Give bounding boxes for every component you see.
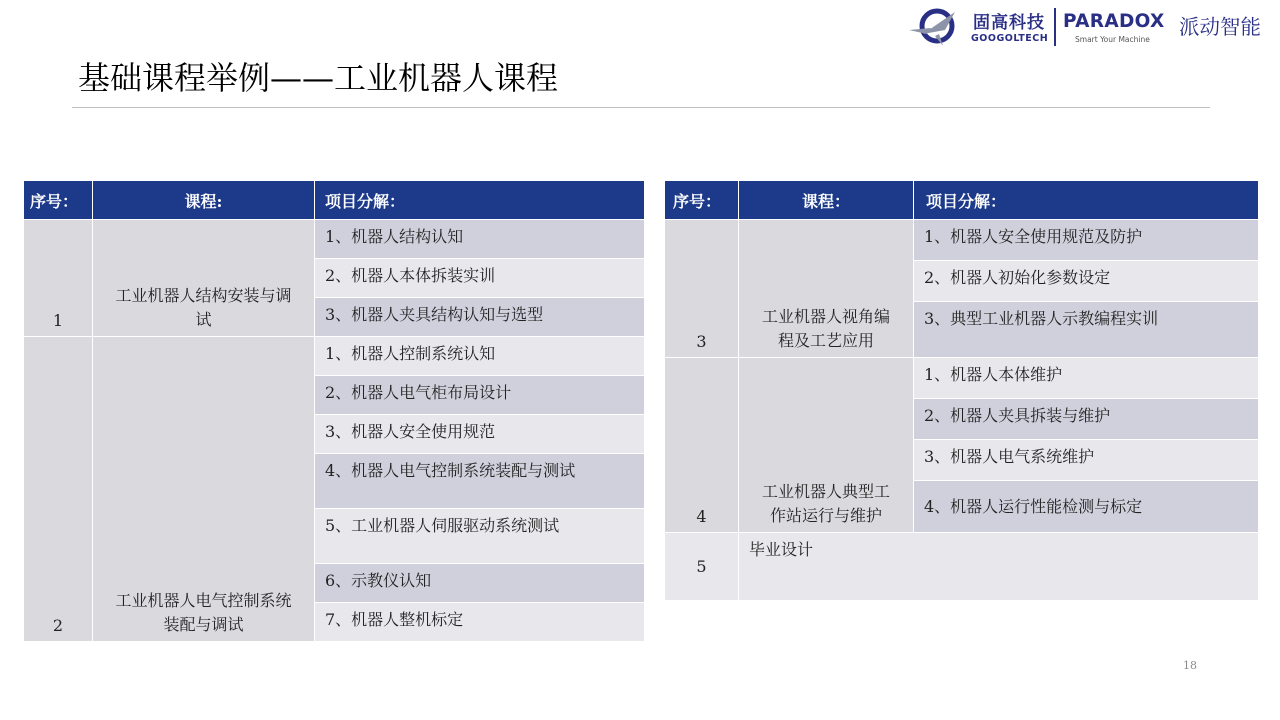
googoltech-logo-icon <box>905 4 963 48</box>
table-header-row <box>665 181 1259 220</box>
header-items: 项目分解： <box>315 181 645 220</box>
project-item: 3、机器人安全使用规范 <box>315 415 645 454</box>
table-row <box>665 533 1259 601</box>
course-table-left <box>23 180 645 642</box>
course-number: 3 <box>665 220 739 358</box>
course-number: 1 <box>24 220 93 337</box>
project-item: 1、机器人结构认知 <box>315 220 645 259</box>
course-name: 工业机器人视角编程及工艺应用 <box>739 220 914 358</box>
header-course: 课程: <box>93 181 315 220</box>
table-row <box>665 220 1259 261</box>
header-items: 项目分解： <box>914 181 1259 220</box>
project-item: 3、典型工业机器人示教编程实训 <box>914 302 1259 358</box>
course-name: 工业机器人结构安装与调试 <box>93 220 315 337</box>
googoltech-cn-name: 固高科技 <box>973 13 1045 33</box>
project-item: 2、机器人电气柜布局设计 <box>315 376 645 415</box>
project-item: 2、机器人初始化参数设定 <box>914 261 1259 302</box>
project-item: 4、机器人运行性能检测与标定 <box>914 481 1259 533</box>
course-name: 工业机器人典型工作站运行与维护 <box>739 358 914 533</box>
course-number: 4 <box>665 358 739 533</box>
googoltech-en-name: GOOGOLTECH <box>971 33 1049 44</box>
header-course: 课程： <box>739 181 914 220</box>
project-item: 1、机器人控制系统认知 <box>315 337 645 376</box>
project-item: 1、机器人安全使用规范及防护 <box>914 220 1259 261</box>
header-logos <box>905 4 1277 48</box>
title-divider <box>72 107 1210 108</box>
project-item: 5、工业机器人伺服驱动系统测试 <box>315 509 645 564</box>
table-row <box>665 358 1259 399</box>
project-item: 1、机器人本体维护 <box>914 358 1259 399</box>
project-item: 2、机器人夹具拆装与维护 <box>914 399 1259 440</box>
paradox-tagline: Smart Your Machine <box>1075 35 1150 44</box>
logo-divider <box>1054 8 1056 46</box>
paradox-name: PARADOX <box>1063 11 1165 32</box>
project-item: 3、机器人电气系统维护 <box>914 440 1259 481</box>
course-table-right <box>664 180 1259 601</box>
table-row <box>24 337 645 376</box>
project-item: 6、示教仪认知 <box>315 564 645 603</box>
table-row <box>24 220 645 259</box>
paradox-cn-name: 派动智能 <box>1179 15 1261 39</box>
page-number: 18 <box>1183 659 1197 672</box>
project-item: 7、机器人整机标定 <box>315 603 645 642</box>
header-num: 序号： <box>24 181 93 220</box>
table-header-row <box>24 181 645 220</box>
page-title: 基础课程举例——工业机器人课程 <box>78 59 559 97</box>
course-name: 毕业设计 <box>739 533 1259 601</box>
project-item: 3、机器人夹具结构认知与选型 <box>315 298 645 337</box>
project-item: 4、机器人电气控制系统装配与测试 <box>315 454 645 509</box>
course-name: 工业机器人电气控制系统装配与调试 <box>93 337 315 642</box>
course-number: 5 <box>665 533 739 601</box>
course-number: 2 <box>24 337 93 642</box>
project-item: 2、机器人本体拆装实训 <box>315 259 645 298</box>
header-num: 序号： <box>665 181 739 220</box>
